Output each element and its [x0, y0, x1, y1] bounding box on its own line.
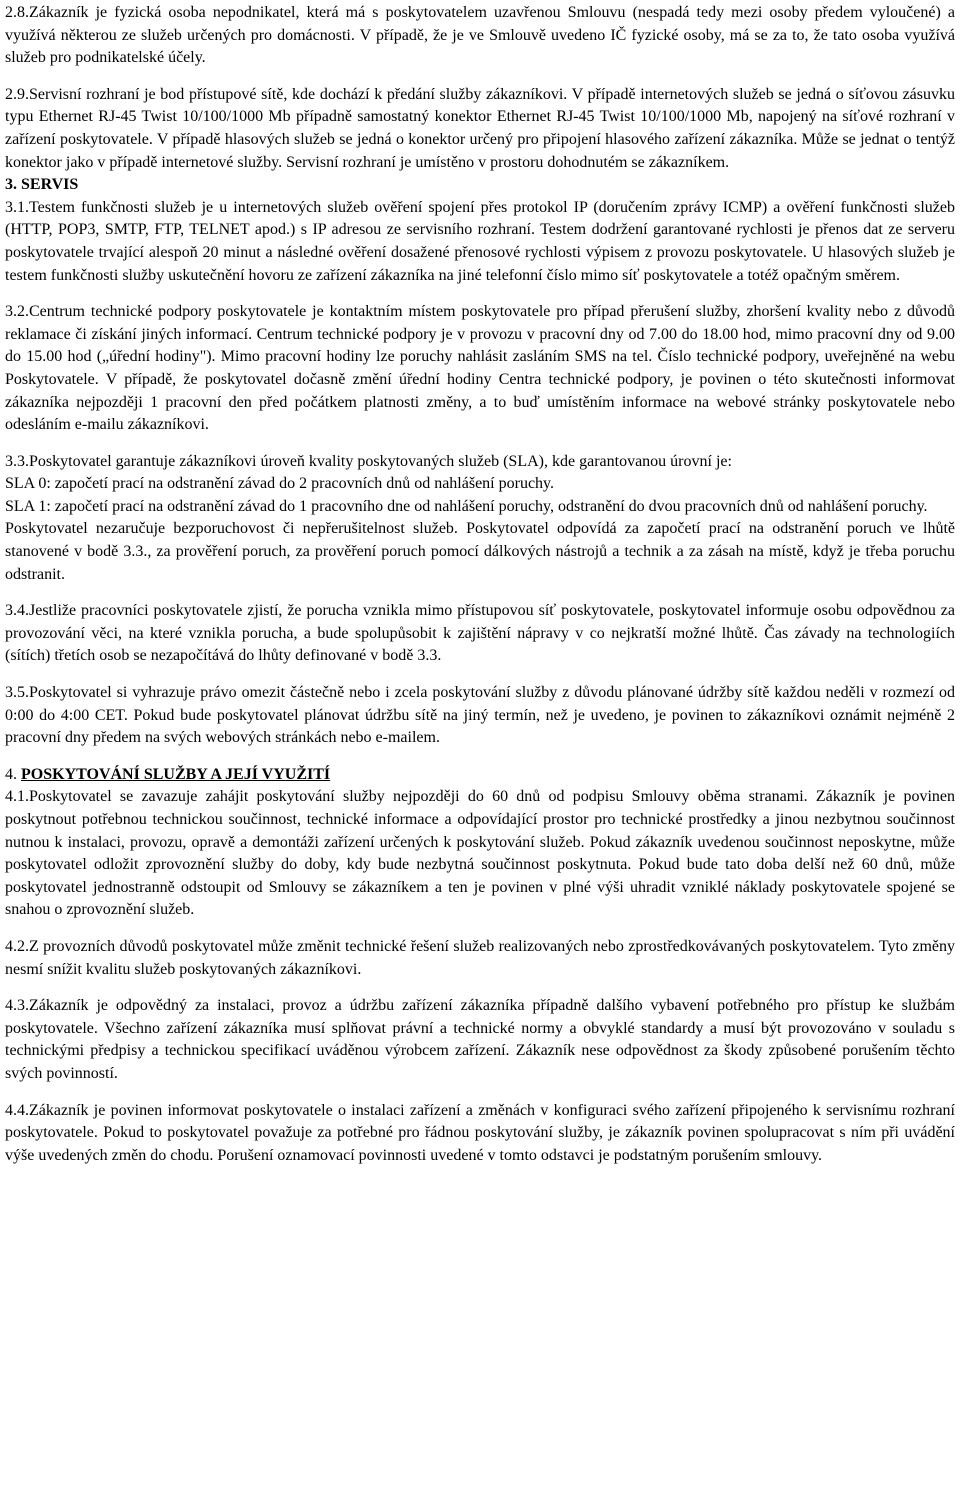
- paragraph-3-1: 3.1.Testem funkčnosti služeb je u internetových služeb ověření spojení přes protokol IP (doručením zprávy ICMP) a ověření funkčnosti služeb (HTTP, POP3, SMTP, FTP, TELNET apod.) s IP adresou ze servisního rozhraní. Testem dodržení garantované rychlosti je přenos dat ze serveru poskytovatele trvající alespoň 20 minut a následné ověření dosažené přenosové rychlosti výpisem z provozu poskytovatele. U hlasových služeb je testem funkčnosti služby uskutečnění hovoru ze zařízení zákazníka na jiné telefonní číslo mimo síť poskytovatele a totéž opačným směrem.: [5, 198, 955, 284]
- paragraph-3-3-sla0: SLA 0: započetí prací na odstranění závad do 2 pracovních dnů od nahlášení poruchy.: [5, 475, 555, 493]
- paragraph-4-1: 4.1.Poskytovatel se zavazuje zahájit poskytování služby nejpozději do 60 dnů od podpisu Smlouvy oběma stranami. Zákazník je povinen poskytnout potřebnou technickou součinnost, technické informace a odpovídající prostor pro technické prostředky a jinou nezbytnou součinnost nutnou k instalaci, provozu, opravě a demontáži zařízení určených k poskytování služeb. Pokud zákazník uvedenou součinnost neposkytne, může poskytovatel odložit zprovoznění služby do doby, kdy bude nezbytná součinnost poskytnuta. Pokud bude tato doba delší než 60 dnů, může poskytovatel jednostranně odstoupit od Smlouvy se zákazníkem a ten je povinen v plné výši uhradit vzniklé náklady poskytovatele spojené se snahou o zprovoznění služeb.: [5, 788, 955, 919]
- paragraph-4-2: 4.2.Z provozních důvodů poskytovatel může změnit technické řešení služeb realizovaných nebo zprostředkovávaných poskytovatelem. Tyto změny nesmí snížit kvalitu služeb poskytovaných zákazníkovi.: [5, 937, 955, 978]
- paragraph-2-9: 2.9.Servisní rozhraní je bod přístupové sítě, kde dochází k předání služby zákazníkovi. V případě internetových služeb se jedná o síťovou zásuvku typu Ethernet RJ-45 Twist 10/100/1000 Mb případně samostatný konektor Ethernet RJ-45 Twist 10/100/1000 Mb, napojený na síťové rozhraní v zařízení poskytovatele. V případě hlasových služeb se jedná o konektor určený pro připojení hlasového zařízení zákazníka. Může se jednat o tentýž konektor jako v případě internetové služby. Servisní rozhraní je umístěno v prostoru dohodnutém se zákazníkem.: [5, 85, 955, 171]
- paragraph-3-4: 3.4.Jestliže pracovníci poskytovatele zjistí, že porucha vznikla mimo přístupovou síť poskytovatele, poskytovatel informuje osobu odpovědnou za provozování věci, na které vznikla porucha, a bude spolupůsobit k zajištění nápravy v co nejkratší možné lhůtě. Čas závady na technologiích (sítích) třetích osob se nezapočítává do lhůty definované v bodě 3.3.: [5, 602, 955, 665]
- heading-servis: 3. SERVIS: [5, 176, 79, 194]
- paragraph-3-2: 3.2.Centrum technické podpory poskytovatele je kontaktním místem poskytovatele pro případ přerušení služby, zhoršení kvality nebo z důvodů reklamace či získání jiných informací. Centrum technické podpory je v provozu v pracovní dny od 7.00 do 18.00 hod, mimo pracovní dny od 9.00 do 15.00 hod („úřední hodiny"). Mimo pracovní hodiny lze poruchy nahlásit zasláním SMS na tel. Číslo technické podpory, uveřejněné na webu Poskytovatele. V případě, že poskytovatel dočasně změní úřední hodiny Centra technické podpory, je povinen o této skutečnosti informovat zákazníka nejpozději 1 pracovní den před počátkem platnosti změny, a to buď umístěním informace na webové stránky poskytovatele nebo odesláním e-mailu zákazníkovi.: [5, 303, 955, 434]
- heading-title: POSKYTOVÁNÍ SLUŽBY A JEJÍ VYUŽITÍ: [21, 765, 331, 783]
- paragraph-3-3-sla1: SLA 1: započetí prací na odstranění závad do 1 pracovního dne od nahlášení poruchy, odstranění do dvou pracovních dnů od nahlášení poruchy.: [5, 497, 928, 515]
- paragraph-3-3-liability: Poskytovatel nezaručuje bezporuchovost či nepřerušitelnost služeb. Poskytovatel odpovídá za započetí prací na odstranění poruch ve lhůtě stanovené v bodě 3.3., za prověření poruch, za prověření poruch pomocí dálkových nástrojů a technik a za zásah na místě, když je třeba poruchu odstranit.: [5, 520, 955, 583]
- heading-number: 4.: [5, 765, 21, 783]
- paragraph-3-5: 3.5.Poskytovatel si vyhrazuje právo omezit částečně nebo i zcela poskytování služby z důvodu plánované údržby sítě každou neděli v rozmezí od 0:00 do 4:00 CET. Pokud bude poskytovatel plánovat údržbu sítě na jiný termín, než je uvedeno, je povinen to zákazníkovi oznámit nejméně 2 pracovní dny předem na svých webových stránkách nebo e-mailem.: [5, 684, 955, 747]
- paragraph-2-8: 2.8.Zákazník je fyzická osoba nepodnikatel, která má s poskytovatelem uzavřenou Smlouvu (nespadá tedy mezi osoby předem vyloučené) a využívá některou ze služeb určených pro domácnosti. V případě, že je ve Smlouvě uvedeno IČ fyzické osoby, má se za to, že tato osoba využívá služeb pro podnikatelské účely.: [5, 4, 955, 67]
- heading-poskytovani-sluzby: [5, 764, 955, 787]
- paragraph-4-3: 4.3.Zákazník je odpovědný za instalaci, provoz a údržbu zařízení zákazníka případně dalšího vybavení potřebného pro přístup ke službám poskytovatele. Všechno zařízení zákazníka musí splňovat právní a technické normy a obvyklé standardy a musí být provozováno v souladu s technickými předpisy a technickou specifikací uváděnou výrobcem zařízení. Zákazník nese odpovědnost za škody způsobené porušením těchto svých povinností.: [5, 997, 955, 1082]
- paragraph-3-3-intro: 3.3.Poskytovatel garantuje zákazníkovi úroveň kvality poskytovaných služeb (SLA), kde garantovanou úrovní je:: [5, 452, 732, 470]
- paragraph-4-4: 4.4.Zákazník je povinen informovat poskytovatele o instalaci zařízení a změnách v konfiguraci svého zařízení připojeného k servisnímu rozhraní poskytovatele. Pokud to poskytovatel považuje za potřebné pro řádnou poskytování služby, je zákazník povinen spolupracovat s ním při uvádění výše uvedených změn do chodu. Porušení oznamovací povinnosti uvedené v tomto odstavci je podstatným porušením smlouvy.: [5, 1101, 955, 1164]
